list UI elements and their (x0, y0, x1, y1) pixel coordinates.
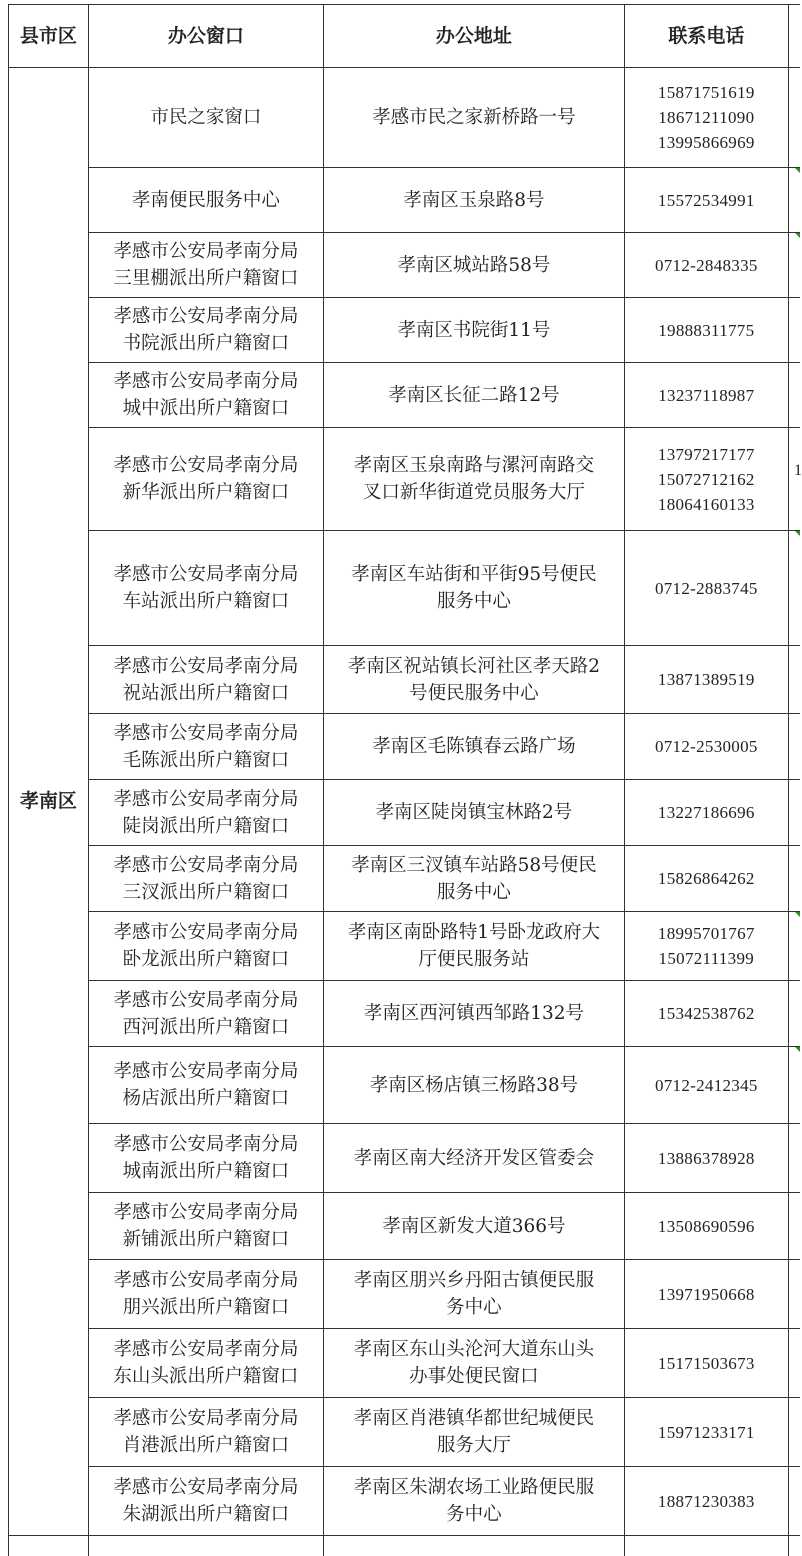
table-row (9, 780, 801, 846)
address-cell-line: 孝南区三汊镇车站路58号便民 (351, 854, 597, 876)
window-cell-line: 毛陈派出所户籍窗口 (122, 749, 290, 771)
window-cell (88, 233, 323, 298)
extra-cell (788, 1467, 800, 1536)
phone-cell (624, 1193, 788, 1260)
window-cell-line: 市民之家窗口 (150, 107, 262, 128)
address-cell (323, 1329, 624, 1398)
window-cell (88, 363, 323, 428)
phone-cell (624, 1260, 788, 1329)
window-cell (88, 1260, 323, 1329)
table-row (9, 298, 801, 363)
window-cell (88, 1398, 323, 1467)
address-cell-line: 务中心 (446, 1297, 502, 1318)
phone-cell-line: 0712-2848335 (654, 255, 758, 275)
address-cell-line: 孝南区书院街11号 (397, 319, 551, 341)
extra-cell (788, 1124, 800, 1193)
address-cell-line: 厅便民服务站 (418, 949, 530, 970)
window-cell-line: 孝感市公安局孝南分局 (113, 1202, 299, 1223)
address-cell (323, 363, 624, 428)
window-cell-line: 孝感市公安局孝南分局 (113, 1061, 299, 1082)
address-cell (323, 981, 624, 1047)
window-cell (88, 1124, 323, 1193)
phone-cell-line: 15871751619 (657, 83, 755, 102)
stray-char: 1 (794, 462, 802, 479)
address-cell (323, 714, 624, 780)
corner-mark (795, 233, 800, 238)
address-cell-line: 孝南区祝站镇长河社区孝天路2 (347, 655, 601, 677)
extra-cell (788, 531, 800, 646)
phone-cell-line: 15971233171 (657, 1422, 755, 1442)
extra-cell (788, 646, 800, 714)
phone-cell (624, 780, 788, 846)
window-cell-line: 孝感市公安局孝南分局 (113, 241, 299, 262)
phone-cell (624, 1398, 788, 1467)
phone-cell-line: 13886378928 (657, 1148, 755, 1168)
address-cell-line: 服务中心 (436, 591, 511, 612)
phone-cell (624, 68, 788, 168)
corner-mark (795, 531, 800, 536)
cut-off-row (9, 1536, 801, 1556)
extra-cell (788, 298, 800, 363)
phone-cell (624, 714, 788, 780)
window-cell (88, 981, 323, 1047)
address-cell-line: 孝南区杨店镇三杨路38号 (369, 1074, 579, 1096)
window-cell (88, 912, 323, 981)
phone-cell-line: 0712-2883745 (654, 578, 758, 598)
address-cell (323, 1260, 624, 1329)
window-cell-line: 孝感市公安局孝南分局 (113, 1339, 299, 1360)
window-cell-line: 车站派出所户籍窗口 (122, 591, 290, 612)
window-cell-line: 西河派出所户籍窗口 (122, 1016, 290, 1038)
window-cell (88, 428, 323, 531)
address-cell-line: 孝南区长征二路12号 (388, 384, 560, 406)
extra-cell (788, 981, 800, 1047)
table-row (9, 1124, 801, 1193)
address-cell-line: 服务大厅 (436, 1435, 511, 1456)
window-cell-line: 孝南便民服务中心 (131, 189, 280, 211)
window-cell-line: 孝感市公安局孝南分局 (113, 306, 299, 327)
extra-cell (788, 1398, 800, 1467)
window-cell-line: 孝感市公安局孝南分局 (113, 1134, 299, 1155)
window-cell-line: 孝感市公安局孝南分局 (113, 922, 299, 943)
phone-cell-line: 13971950668 (657, 1284, 755, 1304)
phone-cell (624, 981, 788, 1047)
corner-mark (795, 168, 800, 173)
header-district: 县市区 (9, 5, 89, 68)
phone-cell-line: 15072712162 (657, 469, 755, 489)
window-cell (88, 1329, 323, 1398)
phone-cell-line: 13871389519 (657, 670, 755, 689)
extra-cell (788, 1260, 800, 1329)
address-cell-line: 孝南区玉泉南路与漯河南路交 (353, 455, 595, 476)
window-cell-line: 肖港派出所户籍窗口 (122, 1435, 290, 1456)
extra-cell (788, 1193, 800, 1260)
phone-cell-line: 15826864262 (657, 869, 755, 888)
window-cell-line: 孝感市公安局孝南分局 (113, 455, 299, 476)
address-cell-line: 号便民服务中心 (409, 682, 539, 704)
window-cell-line: 孝感市公安局孝南分局 (113, 788, 299, 810)
phone-cell-line: 13995866969 (657, 133, 755, 152)
table-row (9, 168, 801, 233)
window-cell-line: 卧龙派出所户籍窗口 (122, 949, 290, 970)
cut-off-cell (88, 1536, 323, 1556)
window-cell (88, 1193, 323, 1260)
phone-cell (624, 531, 788, 646)
window-cell-line: 新华派出所户籍窗口 (122, 482, 290, 503)
address-cell (323, 1124, 624, 1193)
address-cell-line: 孝南区毛陈镇春云路广场 (372, 736, 576, 757)
window-cell-line: 孝感市公安局孝南分局 (113, 1270, 299, 1291)
address-cell (323, 298, 624, 363)
phone-cell (624, 1047, 788, 1124)
address-cell-line: 孝南区东山头沦河大道东山头 (353, 1339, 595, 1360)
phone-cell (624, 1329, 788, 1398)
extra-cell (788, 1047, 800, 1124)
address-cell-line: 孝南区玉泉路8号 (403, 189, 545, 211)
district-cell: 孝南区 (9, 68, 89, 1536)
phone-cell-line: 15171503673 (657, 1353, 755, 1373)
phone-cell (624, 1124, 788, 1193)
table-row (9, 912, 801, 981)
extra-cell (788, 363, 800, 428)
extra-cell (788, 912, 800, 981)
window-cell (88, 846, 323, 912)
table-row (9, 428, 801, 531)
phone-cell-line: 13227186696 (657, 803, 755, 822)
table-row (9, 363, 801, 428)
phone-cell (624, 646, 788, 714)
address-cell (323, 233, 624, 298)
table-row (9, 1047, 801, 1124)
window-cell (88, 531, 323, 646)
table-row (9, 1329, 801, 1398)
address-cell (323, 780, 624, 846)
header-phone: 联系电话 (624, 5, 788, 68)
corner-mark (795, 912, 800, 917)
window-cell (88, 168, 323, 233)
phone-cell (624, 298, 788, 363)
table-row (9, 233, 801, 298)
window-cell (88, 780, 323, 846)
address-cell-line: 孝南区肖港镇华都世纪城便民 (353, 1408, 595, 1429)
window-cell-line: 朋兴派出所户籍窗口 (122, 1297, 290, 1318)
phone-cell-line: 18671211090 (658, 108, 755, 127)
address-cell-line: 办事处便民窗口 (409, 1366, 539, 1387)
phone-cell-line: 18995701767 (657, 924, 755, 943)
address-cell-line: 孝南区城站路58号 (397, 254, 551, 276)
window-cell-line: 杨店派出所户籍窗口 (122, 1088, 290, 1109)
phone-cell (624, 912, 788, 981)
phone-cell-line: 18871230383 (657, 1491, 755, 1511)
window-cell (88, 1467, 323, 1536)
address-cell (323, 1193, 624, 1260)
table-row (9, 714, 801, 780)
phone-cell-line: 15342538762 (657, 1004, 755, 1023)
phone-cell-line: 15572534991 (657, 190, 755, 210)
address-cell (323, 1047, 624, 1124)
table-row (9, 846, 801, 912)
cut-off-cell (624, 1536, 788, 1556)
extra-cell (788, 714, 800, 780)
header-window: 办公窗口 (88, 5, 323, 68)
table-row (9, 1467, 801, 1536)
window-cell-line: 新铺派出所户籍窗口 (122, 1229, 290, 1250)
address-cell-line: 孝感市民之家新桥路一号 (372, 107, 576, 128)
address-cell-line: 孝南区陡岗镇宝林路2号 (375, 802, 573, 823)
address-cell-line: 务中心 (446, 1504, 502, 1525)
corner-mark (795, 1047, 800, 1052)
phone-cell-line: 15072111399 (658, 949, 755, 968)
window-cell-line: 书院派出所户籍窗口 (122, 333, 290, 354)
extra-cell (788, 233, 800, 298)
address-cell (323, 1398, 624, 1467)
window-cell-line: 祝站派出所户籍窗口 (122, 682, 290, 704)
phone-cell-line: 19888311775 (658, 320, 755, 340)
window-cell-line: 孝感市公安局孝南分局 (113, 989, 299, 1011)
phone-cell-line: 13797217177 (657, 444, 755, 464)
table-row (9, 1193, 801, 1260)
window-cell-line: 三里棚派出所户籍窗口 (113, 268, 299, 289)
window-cell-line: 孝感市公安局孝南分局 (113, 1477, 299, 1498)
extra-cell (788, 68, 800, 168)
extra-cell (788, 846, 800, 912)
window-cell-line: 东山头派出所户籍窗口 (113, 1366, 299, 1387)
address-cell-line: 孝南区朱湖农场工业路便民服 (353, 1477, 595, 1498)
table-row (9, 531, 801, 646)
window-cell (88, 1047, 323, 1124)
window-cell-line: 孝感市公安局孝南分局 (113, 1408, 299, 1429)
window-cell-line: 孝感市公安局孝南分局 (113, 722, 299, 744)
extra-cell (788, 780, 800, 846)
address-cell (323, 168, 624, 233)
address-cell (323, 68, 624, 168)
address-cell-line: 孝南区朋兴乡丹阳古镇便民服 (353, 1270, 595, 1291)
window-cell-line: 城中派出所户籍窗口 (122, 398, 290, 419)
address-cell (323, 531, 624, 646)
phone-cell (624, 233, 788, 298)
window-cell-line: 陡岗派出所户籍窗口 (122, 815, 290, 837)
phone-cell (624, 846, 788, 912)
table-row (9, 646, 801, 714)
header-extra (788, 5, 800, 68)
window-cell (88, 68, 323, 168)
cut-off-cell (323, 1536, 624, 1556)
window-cell-line: 孝感市公安局孝南分局 (113, 655, 299, 677)
phone-cell (624, 1467, 788, 1536)
address-cell (323, 846, 624, 912)
window-cell-line: 城南派出所户籍窗口 (122, 1161, 290, 1182)
phone-cell (624, 168, 788, 233)
address-cell (323, 1467, 624, 1536)
header-row (9, 5, 801, 68)
address-cell (323, 646, 624, 714)
window-cell (88, 298, 323, 363)
cut-off-cell (788, 1536, 800, 1556)
address-cell-line: 孝南区新发大道366号 (382, 1215, 566, 1237)
extra-cell (788, 168, 800, 233)
phone-cell-line: 13508690596 (657, 1216, 755, 1236)
phone-cell-line: 0712-2412345 (654, 1075, 758, 1095)
phone-cell-line: 13237118987 (658, 385, 755, 405)
table-row (9, 1398, 801, 1467)
office-table (8, 4, 800, 1556)
address-cell-line: 服务中心 (436, 881, 511, 903)
extra-cell (788, 1329, 800, 1398)
address-cell (323, 428, 624, 531)
header-address: 办公地址 (323, 5, 624, 68)
address-cell-line: 孝南区西河镇西邹路132号 (363, 1003, 585, 1024)
phone-cell (624, 363, 788, 428)
window-cell-line: 孝感市公安局孝南分局 (113, 564, 299, 585)
address-cell-line: 孝南区南卧路特1号卧龙政府大 (347, 922, 601, 943)
address-cell-line: 孝南区车站街和平街95号便民 (351, 564, 597, 585)
window-cell (88, 714, 323, 780)
address-cell-line: 叉口新华街道党员服务大厅 (362, 482, 585, 503)
window-cell-line: 孝感市公安局孝南分局 (113, 371, 299, 392)
address-cell-line: 孝南区南大经济开发区管委会 (353, 1147, 595, 1169)
window-cell-line: 朱湖派出所户籍窗口 (122, 1504, 290, 1525)
window-cell-line: 三汊派出所户籍窗口 (122, 881, 290, 903)
window-cell-line: 孝感市公安局孝南分局 (113, 854, 299, 876)
phone-cell-line: 18064160133 (657, 494, 755, 514)
phone-cell-line: 0712-2530005 (654, 737, 758, 756)
table-row (9, 1260, 801, 1329)
phone-cell (624, 428, 788, 531)
window-cell (88, 646, 323, 714)
address-cell (323, 912, 624, 981)
table-row (9, 981, 801, 1047)
cut-off-cell (9, 1536, 89, 1556)
table-row (9, 68, 801, 168)
